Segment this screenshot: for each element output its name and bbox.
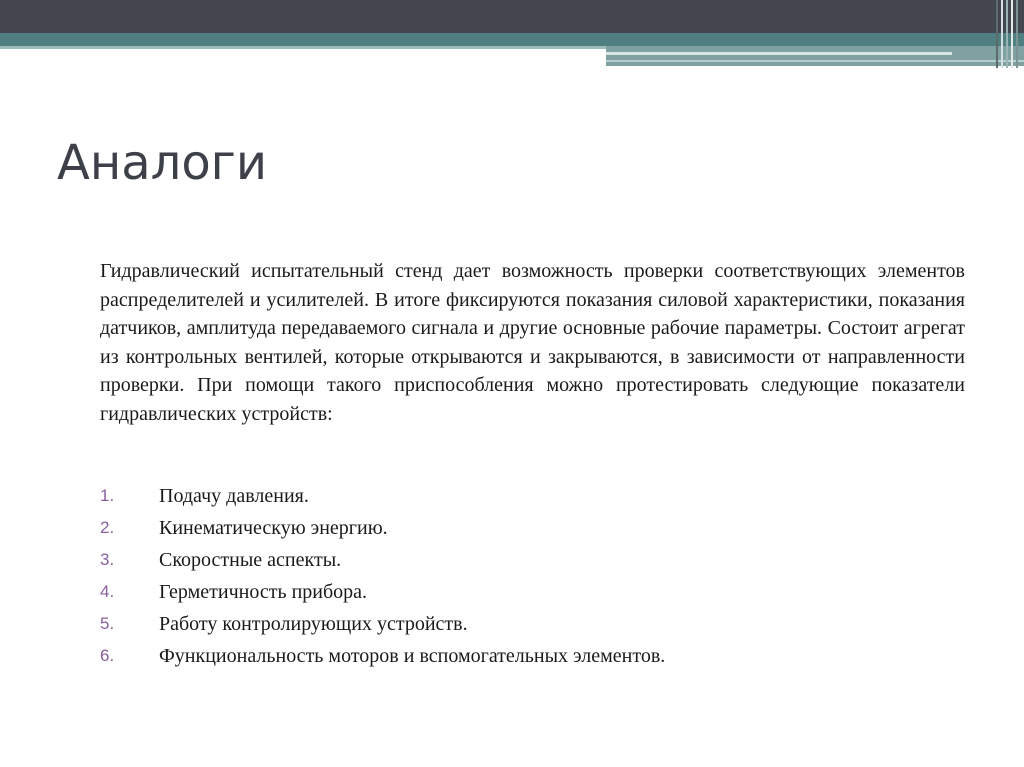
- header-banner-vertical-lines: [994, 0, 1024, 68]
- list-item-text: Кинематическую энергию.: [159, 517, 388, 539]
- list-item: [100, 480, 965, 512]
- list-item: [100, 608, 965, 640]
- numbered-list: [100, 480, 965, 672]
- list-item-number: 3.: [100, 550, 115, 569]
- list-item: [100, 544, 965, 576]
- list-item-number: 5.: [100, 614, 115, 633]
- slide-title: Аналоги: [57, 135, 268, 191]
- list-item-number: 1.: [100, 486, 115, 505]
- list-item-number: 2.: [100, 518, 115, 537]
- list-item: [100, 576, 965, 608]
- header-banner-stripe: [606, 52, 952, 55]
- header-banner-teal: [0, 33, 1024, 46]
- list-item-number: 4.: [100, 582, 115, 601]
- header-banner-right-block: [606, 46, 1024, 66]
- header-banner-accent-line: [0, 46, 610, 49]
- header-banner-stripe: [606, 60, 1024, 62]
- list-item: [100, 640, 965, 672]
- list-item-number: 6.: [100, 646, 115, 665]
- list-item-text: Скоростные аспекты.: [159, 549, 342, 571]
- header-banner-dark: [0, 0, 1024, 33]
- list-item-text: Подачу давления.: [159, 485, 309, 507]
- list-item-text: Работу контролирующих устройств.: [159, 613, 468, 635]
- body-paragraph: Гидравлический испытательный стенд дает возможность проверки соответствующих элементов распределителей и усилителей. В итоге фиксируются показания силовой характеристики, показания датчиков, амплитуда передаваемого сигнала и другие основные рабочие параметры. Состоит агрегат из контрольных вентилей, которые открываются и закрываются, в зависимости от направленности проверки. При помощи такого приспособления можно протестировать следующие показатели гидравлических устройств:: [100, 260, 965, 425]
- list-item-text: Функциональность моторов и вспомогательных элементов.: [159, 645, 666, 667]
- list-item-text: Герметичность прибора.: [159, 581, 368, 603]
- list-item: [100, 512, 965, 544]
